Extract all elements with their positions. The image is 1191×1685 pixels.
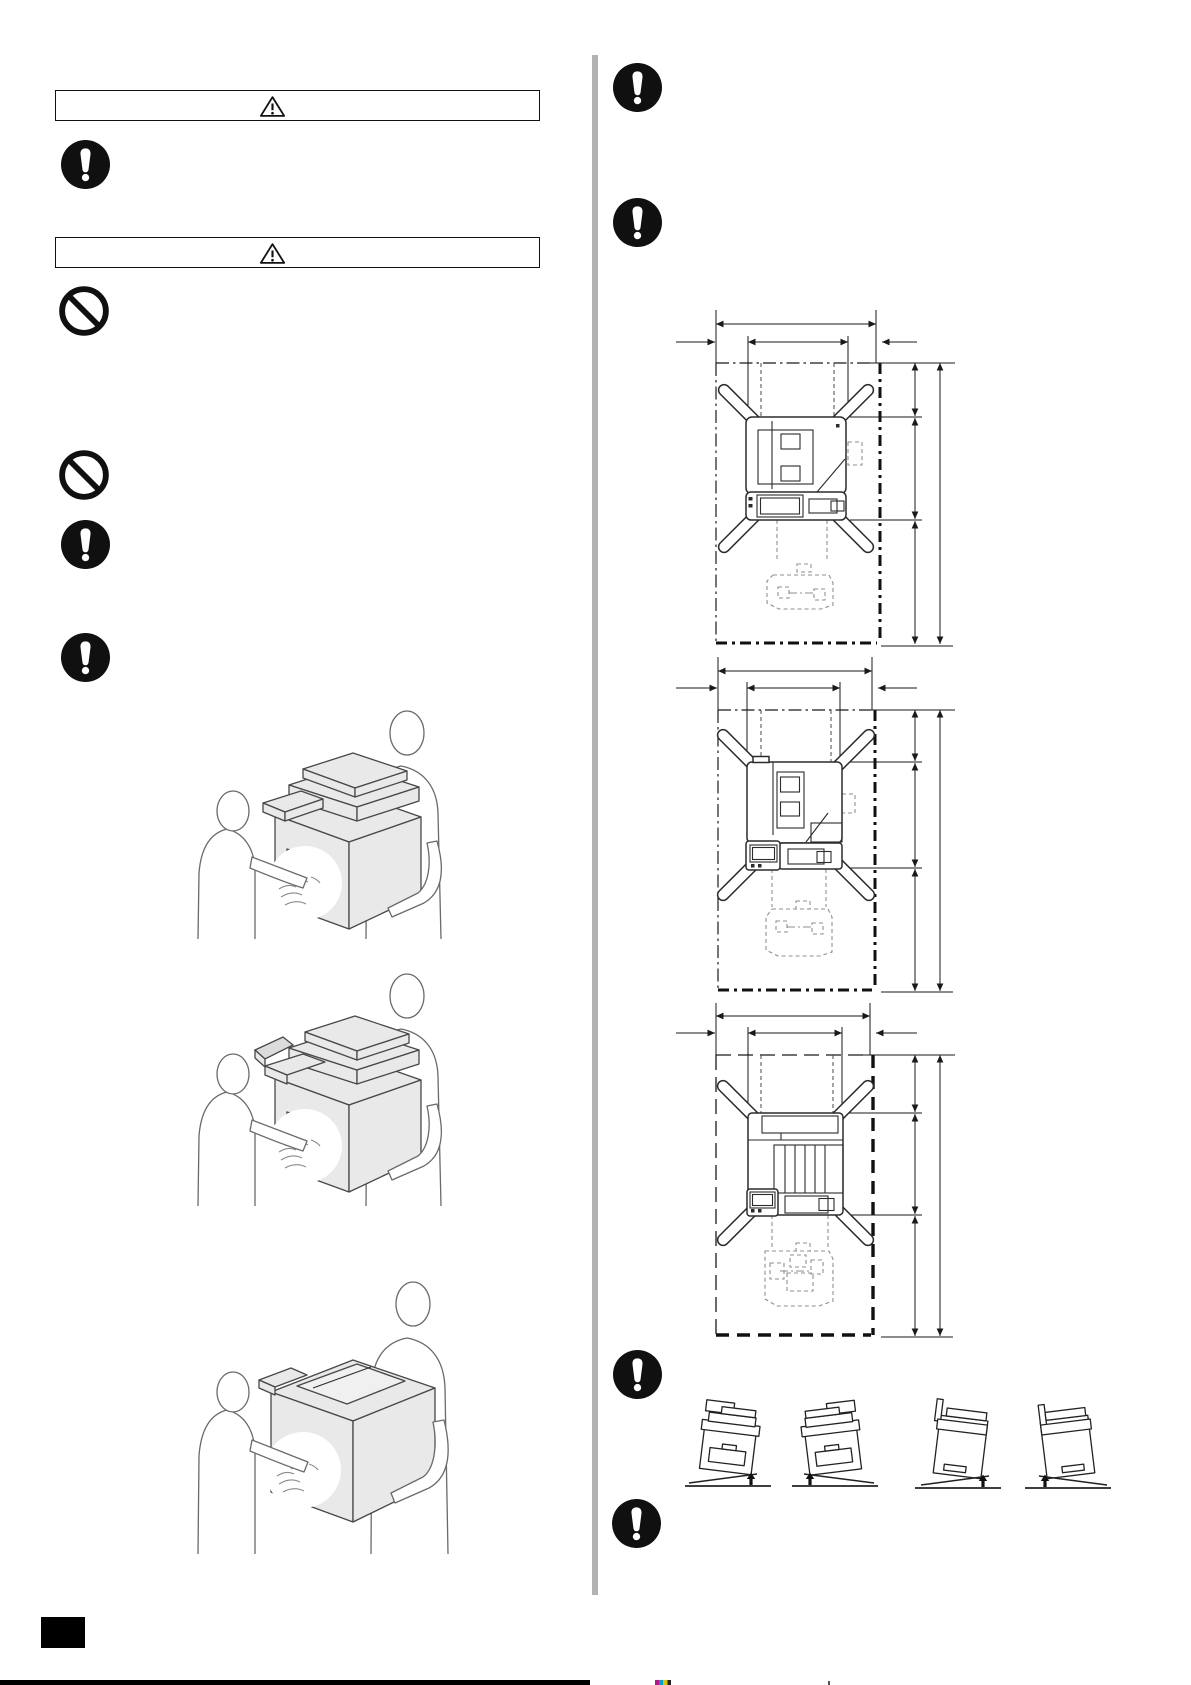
illustration-carry-mfp-touchscreen xyxy=(195,952,453,1206)
mandatory-action-icon xyxy=(612,1499,661,1548)
illustration-carry-mfp xyxy=(195,693,453,939)
mandatory-action-icon xyxy=(61,633,110,682)
crop-tick xyxy=(828,1681,830,1685)
illustration-tilt-printer-left xyxy=(1023,1396,1115,1492)
mandatory-action-icon xyxy=(613,63,662,112)
print-registration-mark xyxy=(655,1680,671,1685)
illustration-tilt-mfp-right xyxy=(683,1396,775,1492)
footer-rule xyxy=(0,1680,590,1685)
device-top-view xyxy=(747,1113,843,1216)
device-top-view xyxy=(746,757,842,871)
right-dimension-lines xyxy=(847,710,955,992)
mandatory-action-icon xyxy=(61,140,110,189)
prohibition-icon xyxy=(59,286,109,336)
device-top-view xyxy=(746,417,846,520)
mandatory-action-icon xyxy=(613,1350,662,1399)
column-divider xyxy=(592,55,598,1595)
phantom-cart xyxy=(765,1215,833,1306)
diagram-clearance-mfp-b xyxy=(615,655,980,1000)
mandatory-action-icon xyxy=(61,520,110,569)
illustration-tilt-printer-right xyxy=(913,1396,1005,1492)
page-number-block xyxy=(41,1617,85,1648)
diagram-clearance-mfp-a xyxy=(615,303,980,653)
warning-banner-2 xyxy=(55,237,540,268)
warning-triangle-icon xyxy=(259,242,286,265)
prohibition-icon xyxy=(59,450,109,500)
diagram-clearance-printer xyxy=(615,1003,980,1345)
top-dimension-lines xyxy=(676,1003,917,1113)
right-dimension-lines xyxy=(850,363,955,646)
illustration-tilt-mfp-left xyxy=(790,1396,882,1492)
mandatory-action-icon xyxy=(613,198,662,247)
warning-triangle-icon xyxy=(259,95,286,118)
illustration-carry-printer xyxy=(195,1260,461,1554)
warning-banner-1 xyxy=(55,90,540,121)
